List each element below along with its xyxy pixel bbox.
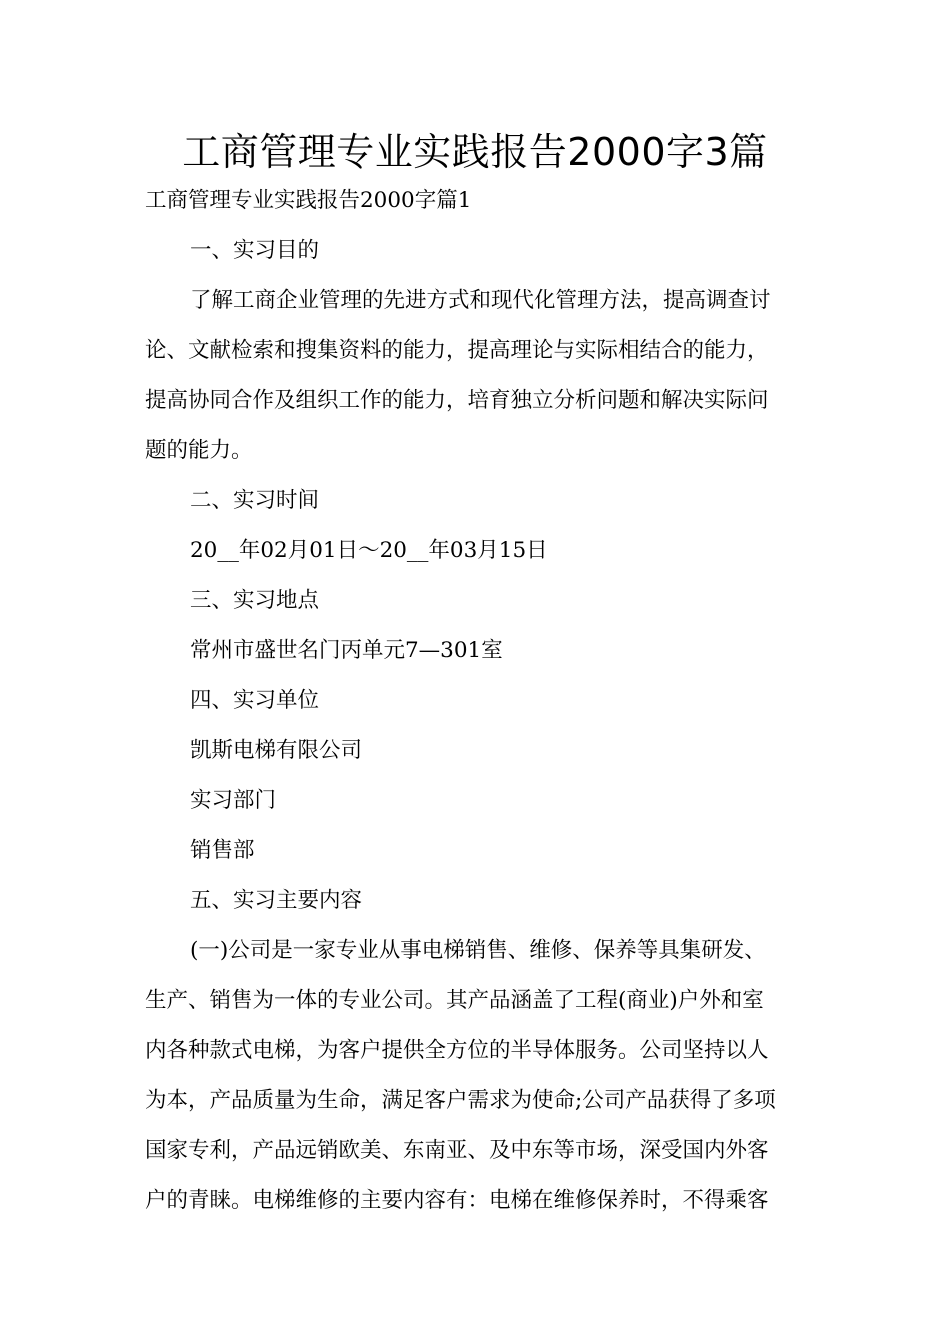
section-heading-unit: 四、实习单位 — [190, 688, 320, 713]
paragraph-line: 了解工商企业管理的先进方式和现代化管理方法，提高调查讨 — [190, 288, 771, 313]
paragraph-line: 户的青睐。电梯维修的主要内容有：电梯在维修保养时，不得乘客 — [145, 1188, 769, 1213]
section-heading-location: 三、实习地点 — [190, 588, 320, 613]
internship-location-value: 常州市盛世名门丙单元7—301室 — [190, 638, 503, 663]
document-title: 工商管理专业实践报告2000字3篇 — [182, 130, 768, 174]
paragraph-line: 为本，产品质量为生命，满足客户需求为使命;公司产品获得了多项 — [145, 1088, 776, 1113]
paragraph-line: 国家专利，产品远销欧美、东南亚、及中东等市场，深受国内外客 — [145, 1138, 769, 1163]
paragraph-line: 题的能力。 — [145, 438, 253, 463]
internship-unit-value: 凯斯电梯有限公司 — [190, 738, 363, 763]
internship-time-value: 20__年02月01日～20__年03月15日 — [190, 538, 548, 563]
department-value: 销售部 — [190, 838, 255, 863]
paragraph-line: 提高协同合作及组织工作的能力，培育独立分析问题和解决实际问 — [145, 388, 769, 413]
paragraph-line: 内各种款式电梯，为客户提供全方位的半导体服务。公司坚持以人 — [145, 1038, 769, 1063]
document-subtitle: 工商管理专业实践报告2000字篇1 — [145, 188, 472, 213]
paragraph-line: 生产、销售为一体的专业公司。其产品涵盖了工程(商业)户外和室 — [145, 988, 764, 1013]
section-heading-time: 二、实习时间 — [190, 488, 320, 513]
paragraph-line: (一)公司是一家专业从事电梯销售、维修、保养等具集研发、 — [190, 938, 766, 963]
paragraph-line: 论、文献检索和搜集资料的能力，提高理论与实际相结合的能力， — [145, 338, 769, 363]
section-heading-content: 五、实习主要内容 — [190, 888, 363, 913]
section-heading-purpose: 一、实习目的 — [190, 238, 320, 263]
department-label: 实习部门 — [190, 788, 277, 813]
